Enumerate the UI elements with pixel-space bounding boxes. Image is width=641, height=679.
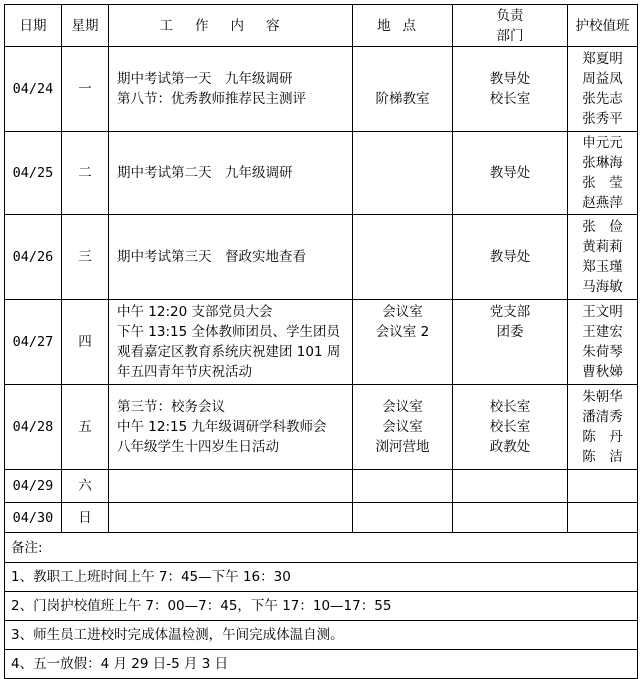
header-location: 地点 <box>353 5 453 47</box>
duty-line: 张 俭 <box>582 219 623 235</box>
duty-line: 张秀平 <box>582 111 623 127</box>
department-line: 团委 <box>496 324 524 340</box>
duty-cell <box>568 132 638 215</box>
work-cell <box>109 47 353 132</box>
weekday-cell: 日 <box>62 503 109 533</box>
duty-line: 曹秋娣 <box>582 364 623 380</box>
work-line: 下午 13:15 全体教师团员、学生团员 <box>117 324 340 340</box>
department-cell <box>453 132 568 215</box>
location-cell <box>353 132 453 215</box>
department-line: 教导处 <box>489 71 531 87</box>
work-line: 八年级学生十四岁生日活动 <box>117 439 279 455</box>
duty-line: 黄莉莉 <box>582 239 623 255</box>
location-cell <box>353 300 453 385</box>
work-cell <box>109 470 353 503</box>
duty-cell <box>568 503 638 533</box>
work-line: 期中考试第二天 九年级调研 <box>117 165 293 181</box>
work-line: 观看嘉定区教育系统庆祝建团 101 周 <box>117 344 341 360</box>
location-line <box>353 69 452 89</box>
header-row <box>5 5 638 47</box>
department-line: 校长室 <box>489 399 531 415</box>
duty-cell <box>568 300 638 385</box>
schedule-row <box>5 385 638 470</box>
schedule-row <box>5 503 638 533</box>
duty-line: 陈 洁 <box>582 449 623 465</box>
note-item: 2、门岗护校值班上午 7：00—7：45，下午 17：10—17：55 <box>5 592 638 621</box>
work-line: 年五四青年节庆祝活动 <box>117 364 252 380</box>
work-line: 中午 12:20 支部党员大会 <box>117 304 273 320</box>
work-cell <box>109 132 353 215</box>
department-line <box>453 342 567 362</box>
note-item: 3、师生员工进校时完成体温检测，午间完成体温自测。 <box>5 621 638 650</box>
duty-line: 周益凤 <box>582 71 623 87</box>
duty-cell <box>568 470 638 503</box>
department-cell <box>453 385 568 470</box>
duty-line: 陈 丹 <box>582 429 623 445</box>
weekday-cell: 五 <box>62 385 109 470</box>
header-date: 日期 <box>5 5 62 47</box>
schedule-row <box>5 132 638 215</box>
notes-title: 备注: <box>5 533 638 563</box>
department-line: 教导处 <box>489 249 531 265</box>
header-department-line1: 负责 <box>496 7 524 24</box>
duty-line: 朱朝华 <box>582 389 623 405</box>
location-line: 会议室 2 <box>375 324 430 340</box>
note-item: 4、五一放假：4 月 29 日-5 月 3 日 <box>5 650 638 679</box>
duty-line: 张 莹 <box>582 175 623 191</box>
work-line: 期中考试第一天 九年级调研 <box>117 71 293 87</box>
work-cell <box>109 385 353 470</box>
duty-line: 郑夏明 <box>582 51 623 67</box>
location-line <box>353 342 452 362</box>
duty-cell <box>568 47 638 132</box>
department-line: 校长室 <box>489 419 531 435</box>
duty-line: 朱荷琴 <box>582 344 623 360</box>
location-line: 阶梯教室 <box>375 91 430 107</box>
work-cell <box>109 215 353 300</box>
weekly-schedule-sheet <box>4 4 637 672</box>
department-cell <box>453 215 568 300</box>
duty-line: 申元元 <box>582 135 623 151</box>
note-item: 1、教职工上班时间上午 7：45—下午 16：30 <box>5 563 638 592</box>
header-work: 工作内容 <box>109 5 353 47</box>
location-line <box>353 247 452 267</box>
header-duty: 护校值班 <box>568 5 638 47</box>
notes-section <box>5 533 638 679</box>
work-line: 期中考试第三天 督政实地查看 <box>117 249 306 265</box>
header-department-line2: 部门 <box>496 27 524 44</box>
work-line: 中午 12:15 九年级调研学科教师会 <box>117 419 327 435</box>
header-department <box>453 5 568 47</box>
duty-line: 潘清秀 <box>582 409 623 425</box>
duty-line: 王文明 <box>582 304 623 320</box>
schedule-row <box>5 300 638 385</box>
duty-line: 王建宏 <box>582 324 623 340</box>
location-cell <box>353 470 453 503</box>
department-cell <box>453 470 568 503</box>
date-cell: 04/24 <box>5 47 62 132</box>
duty-line: 马海敏 <box>582 279 623 295</box>
department-line: 党支部 <box>489 304 531 320</box>
department-cell <box>453 300 568 385</box>
location-line: 会议室 <box>382 419 423 435</box>
date-cell: 04/26 <box>5 215 62 300</box>
schedule-body <box>5 47 638 533</box>
department-line <box>453 362 567 382</box>
department-cell <box>453 503 568 533</box>
schedule-row <box>5 470 638 503</box>
department-line: 教导处 <box>489 165 531 181</box>
location-cell <box>353 385 453 470</box>
location-cell <box>353 47 453 132</box>
schedule-table <box>4 4 638 679</box>
header-weekday: 星期 <box>62 5 109 47</box>
schedule-row <box>5 47 638 132</box>
date-cell: 04/29 <box>5 470 62 503</box>
date-cell: 04/27 <box>5 300 62 385</box>
weekday-cell: 二 <box>62 132 109 215</box>
work-cell <box>109 300 353 385</box>
duty-line: 张琳海 <box>582 155 623 171</box>
date-cell: 04/25 <box>5 132 62 215</box>
work-line: 第八节：优秀教师推荐民主测评 <box>117 91 306 107</box>
date-cell: 04/30 <box>5 503 62 533</box>
location-cell <box>353 503 453 533</box>
location-line: 浏河营地 <box>375 439 430 455</box>
department-line: 政教处 <box>489 439 531 455</box>
location-line: 会议室 <box>382 399 423 415</box>
weekday-cell: 三 <box>62 215 109 300</box>
duty-line: 赵燕萍 <box>582 195 623 211</box>
location-line <box>353 362 452 382</box>
schedule-row <box>5 215 638 300</box>
department-line: 校长室 <box>489 91 531 107</box>
location-line: 会议室 <box>382 304 423 320</box>
weekday-cell: 四 <box>62 300 109 385</box>
location-cell <box>353 215 453 300</box>
work-line: 第三节：校务会议 <box>117 399 225 415</box>
location-line <box>353 163 452 183</box>
department-cell <box>453 47 568 132</box>
duty-cell <box>568 215 638 300</box>
weekday-cell: 六 <box>62 470 109 503</box>
duty-line: 郑玉瑾 <box>582 259 623 275</box>
weekday-cell: 一 <box>62 47 109 132</box>
work-cell <box>109 503 353 533</box>
duty-line: 张先志 <box>582 91 623 107</box>
date-cell: 04/28 <box>5 385 62 470</box>
duty-cell <box>568 385 638 470</box>
